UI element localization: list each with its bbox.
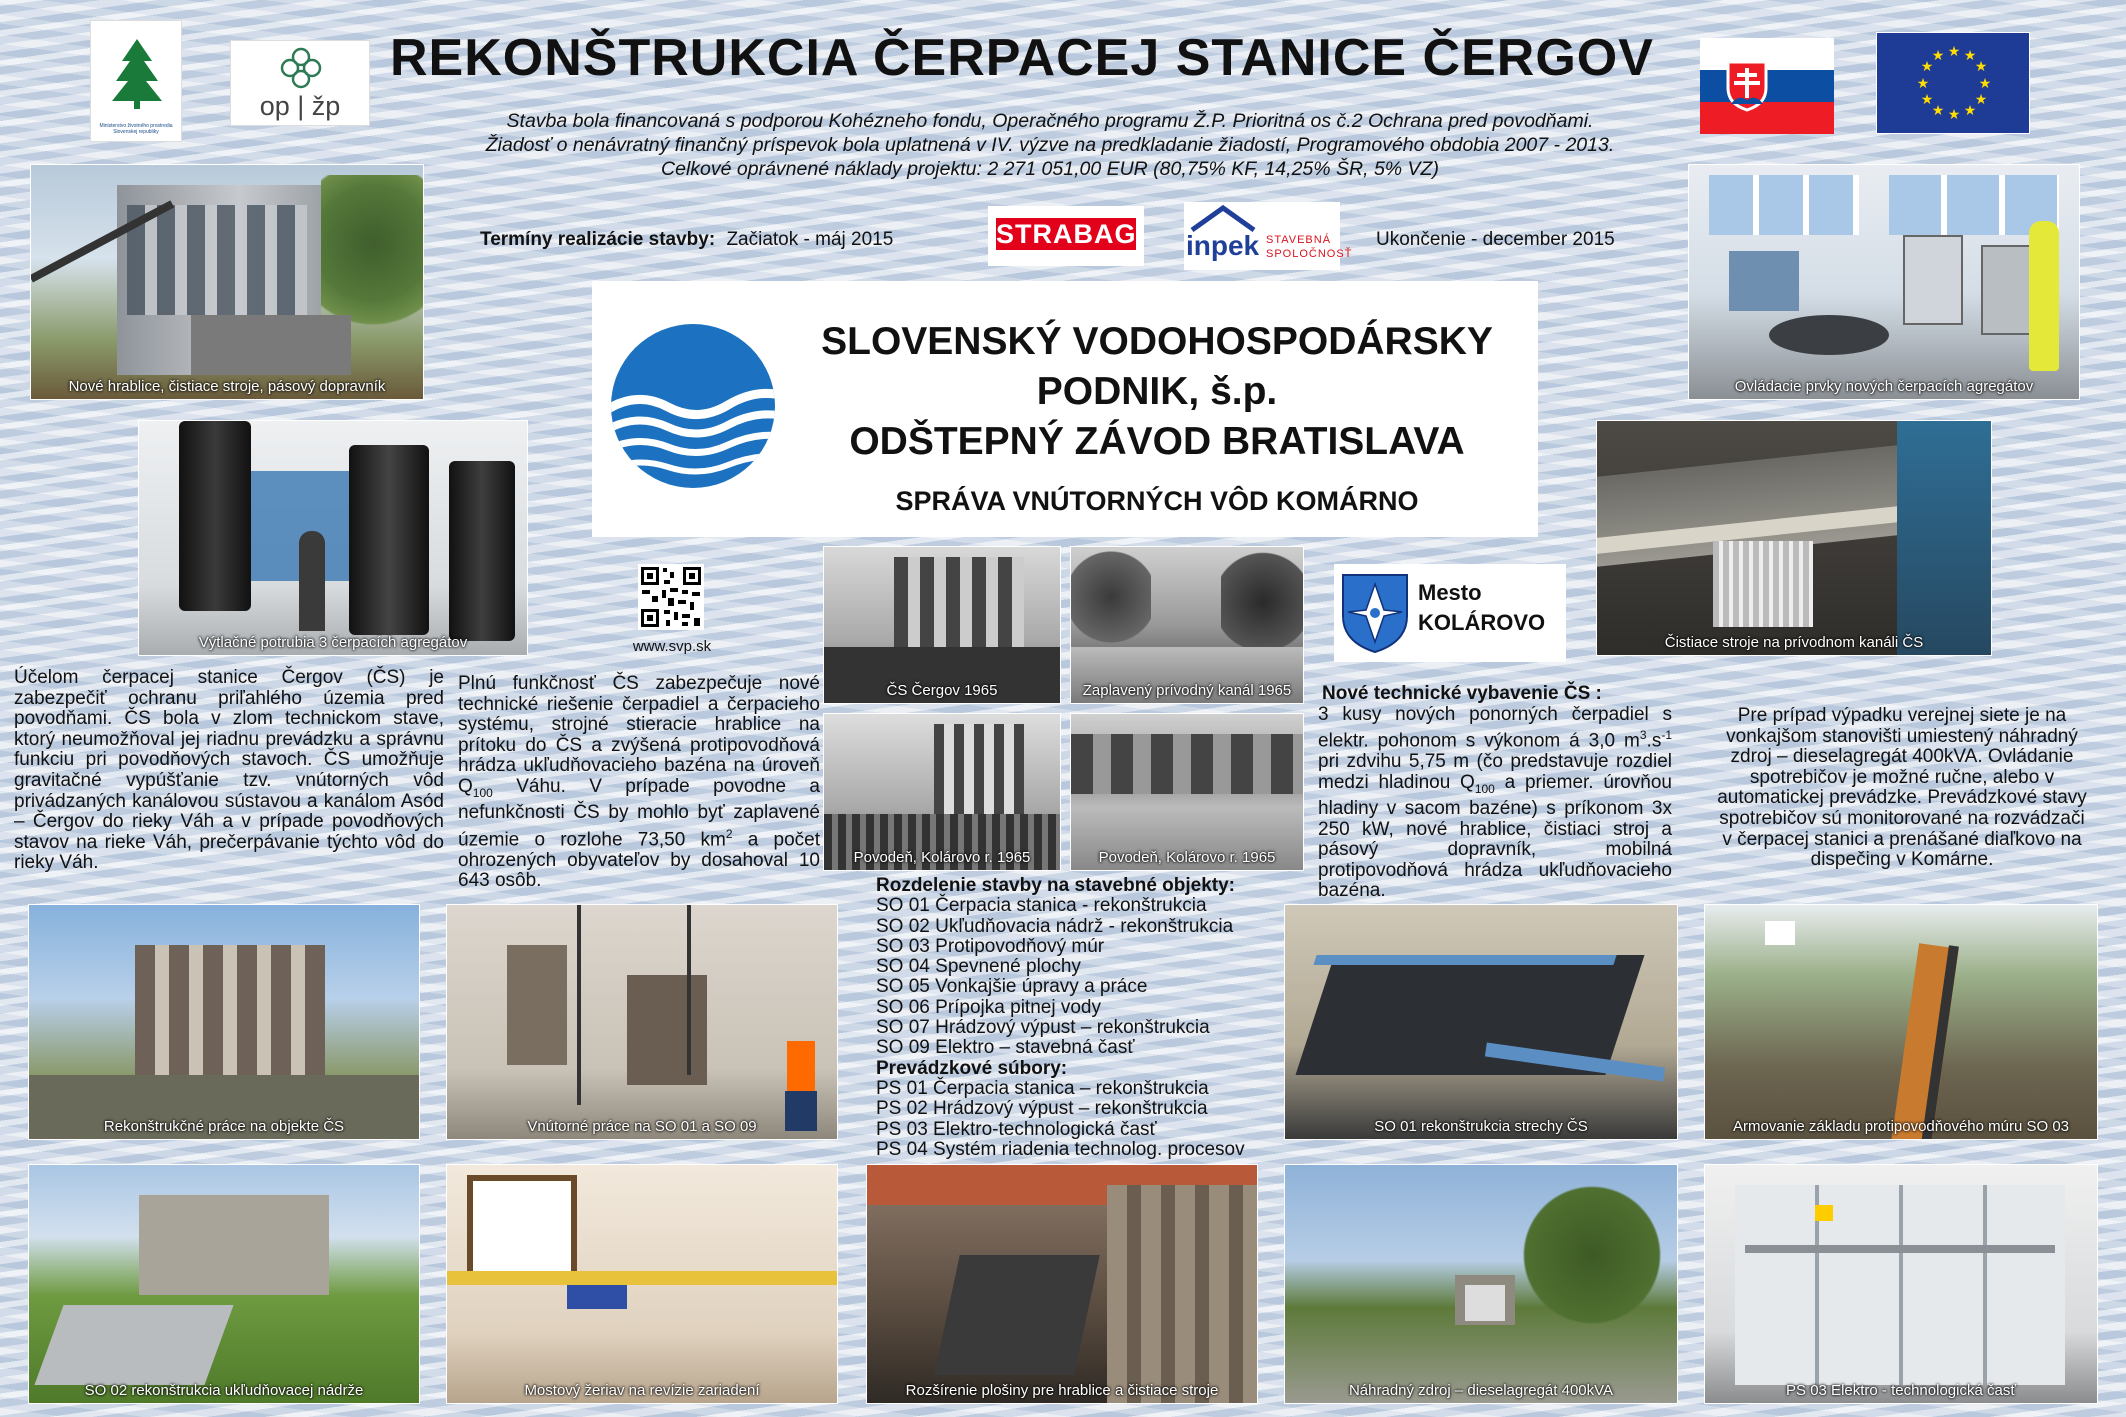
- inpek-sub1: STAVEBNÁ: [1266, 234, 1332, 246]
- coat-of-arms-icon: [1726, 60, 1768, 112]
- km2-sup: 2: [725, 826, 733, 841]
- photo-caption: Mostový žeriav na revízie zariadení: [524, 1382, 760, 1399]
- photo-caption: Ovládacie prvky nových čerpacích agregátov: [1734, 378, 2034, 395]
- objects-list: [876, 876, 1245, 1160]
- page-title: REKONŠTRUKCIA ČERPACEJ STANICE ČERGOV: [390, 29, 1654, 87]
- slovak-flag: [1700, 38, 1834, 134]
- backup-power-text: Pre prípad výpadku verejnej siete je na vonkajšom stanovišti umiestený náhradný zdroj – dieselagregát 400kVA. Ovládanie spotrebičov je možné ručne, alebo v automatickej prevádzke. Prevádzkové stavy spotrebičov sú monitorované na rozvádzači v čerpacej stanici a prenášané diaľkovo na dispečing v Komárne.: [1717, 705, 2087, 871]
- svg-text:★: ★: [1974, 92, 1988, 108]
- photo-caption: Povodeň, Kolárovo r. 1965: [1098, 849, 1276, 866]
- kolarovo-crest-icon: [1340, 572, 1410, 654]
- funding-line: Celkové oprávnené náklady projektu: 2 271 051,00 EUR (80,75% KF, 14,25% ŠR, 5% VZ): [661, 158, 1439, 180]
- photo-caption: Zaplavený prívodný kanál 1965: [1082, 682, 1292, 699]
- photo-caption: Armovanie základu protipovodňového múru SO 03: [1732, 1118, 2070, 1135]
- photo-caption: Rozšírenie plošiny pre hrablice a čistiace stroje: [905, 1382, 1219, 1399]
- object-item: SO 06 Prípojka pitnej vody: [876, 996, 1101, 1018]
- tree-icon: [92, 35, 182, 115]
- terms-label: Termíny realizácie stavby:: [480, 229, 716, 250]
- eu-stars-icon: [1877, 33, 2031, 135]
- functionality-text: [458, 674, 820, 892]
- svp-line4: SPRÁVA VNÚTORNÝCH VÔD KOMÁRNO: [895, 486, 1419, 516]
- strabag-logo: [988, 206, 1144, 266]
- photo-caption: SO 02 rekonštrukcia ukľudňovacej nádrže: [84, 1382, 364, 1399]
- objects-heading: Rozdelenie stavby na stavebné objekty:: [876, 875, 1236, 896]
- object-item: SO 04 Spevnené plochy: [876, 956, 1081, 978]
- ps-item: PS 01 Čerpacia stanica – rekonštrukcia: [876, 1077, 1209, 1099]
- svg-text:★: ★: [1963, 103, 1977, 119]
- ministry-logo-text: Ministerstvo životného prostredia Slovenskej republiky: [99, 123, 173, 135]
- tech-equipment-text: [1318, 684, 1672, 902]
- svp-heading: [787, 317, 1527, 467]
- photo-historic-flood-1: [823, 713, 1061, 871]
- opzp-logo: [230, 40, 370, 126]
- photo-caption: Rekonštrukčné práce na objekte ČS: [103, 1118, 345, 1135]
- svp-line3: ODŠTEPNÝ ZÁVOD BRATISLAVA: [849, 420, 1465, 463]
- eu-flag: [1876, 32, 2030, 134]
- object-item: SO 09 Elektro – stavebná časť: [876, 1037, 1135, 1059]
- photo-reconstruction-cs: [28, 904, 420, 1140]
- photo-interior-works: [446, 904, 838, 1140]
- ps-item: PS 03 Elektro-technologická časť: [876, 1118, 1157, 1140]
- inpek-text: inpek: [1186, 230, 1260, 261]
- tech-heading: Nové technické vybavenie ČS :: [1322, 683, 1602, 704]
- kolarovo-logo: [1334, 564, 1566, 662]
- q100-sub: 100: [472, 785, 493, 800]
- svg-text:★: ★: [1978, 76, 1992, 92]
- photo-cleaning-machines: [1596, 420, 1992, 656]
- photo-tank-reconstruction: [28, 1164, 420, 1404]
- photo-caption: Nové hrablice, čistiace stroje, pásový dopravník: [68, 378, 386, 395]
- photo-caption: Výtlačné potrubia 3 čerpacích agregátov: [198, 634, 468, 651]
- svp-line2: PODNIK, š.p.: [1036, 370, 1278, 413]
- kolarovo-line1: Mesto: [1418, 580, 1482, 605]
- photo-control-elements: [1688, 164, 2080, 400]
- object-item: SO 07 Hrádzový výpust – rekonštrukcia: [876, 1017, 1210, 1039]
- photo-electro-tech: [1704, 1164, 2098, 1404]
- svg-text:★: ★: [1963, 48, 1977, 64]
- tech-text-c: a priemer. úrovňou hladiny v sacom bazéne) s príkonom 3x 250 kW, nové hrablice, čistiaci stroj a pásový dopravník, mobilná protipovodňová hrádza ukľudňovacieho bazéna.: [1318, 771, 1672, 902]
- clover-icon: [276, 47, 326, 89]
- svg-text:★: ★: [1947, 44, 1961, 60]
- photo-caption: Čistiace stroje na prívodnom kanáli ČS: [1664, 634, 1924, 651]
- funding-line: Stavba bola financovaná s podporou Kohézneho fondu, Operačného programu Ž.P. Prioritná os č.2 Ochrana pred povodňami.: [506, 110, 1594, 132]
- photo-caption: Náhradný zdroj – dieselagregát 400kVA: [1348, 1382, 1614, 1399]
- functionality-text-b: Váhu. V prípade povodne a nefunkčnosti ČS by mohlo byť zaplavené územie o rozlohe 73,50 km: [458, 775, 820, 851]
- photo-historic-flood-2: [1070, 713, 1304, 871]
- svg-text:★: ★: [1974, 59, 1988, 75]
- strabag-text: STRABAG: [996, 219, 1137, 249]
- functionality-text-c: a počet ohrozených obyvateľov by dosahoval 10 643 osôb.: [458, 829, 820, 892]
- terms-end: Ukončenie - december 2015: [1376, 229, 1615, 250]
- photo-new-rakes: [30, 164, 424, 400]
- m3-sup: 3: [1639, 728, 1647, 743]
- photo-caption: PS 03 Elektro - technologická časť: [1786, 1382, 2016, 1399]
- svp-url: www.svp.sk: [632, 638, 712, 655]
- svp-box: [592, 281, 1538, 537]
- q100-sub: 100: [1474, 781, 1495, 796]
- svg-text:★: ★: [1947, 107, 1961, 123]
- photo-caption: ČS Čergov 1965: [886, 682, 998, 699]
- object-item: SO 05 Vonkajšie úpravy a práce: [876, 976, 1148, 998]
- ps-heading: Prevádzkové súbory:: [876, 1057, 1068, 1079]
- svp-wave-logo: [608, 321, 778, 491]
- functionality-text-a: Plnú funkčnosť ČS zabezpečuje nové technické riešenie čerpadiel a čerpacieho systému, strojné stieracie hrablice na prítoku do ČS a zvýšená protipovodňová hrádza ukľudňovacieho bazéna na úroveň Q: [458, 673, 820, 797]
- funding-line: Žiadosť o nenávratný finančný príspevok bola uplatnená v IV. výzve na predkladanie žiadostí, Programového obdobia 2007 - 2013.: [485, 134, 1615, 156]
- s-sup: -1: [1661, 728, 1672, 743]
- photo-backup-generator: [1284, 1164, 1678, 1404]
- object-item: SO 03 Protipovodňový múr: [876, 935, 1105, 957]
- photo-caption: Vnútorné práce na SO 01 a SO 09: [527, 1118, 757, 1135]
- photo-wall-reinforcement: [1704, 904, 2098, 1140]
- qr-code: [638, 564, 704, 630]
- inpek-sub2: SPOLOČNOSŤ: [1266, 248, 1353, 260]
- photo-bridge-crane: [446, 1164, 838, 1404]
- svg-text:★: ★: [1931, 48, 1945, 64]
- terms-start: [480, 229, 893, 251]
- photo-caption: SO 01 rekonštrukcia strechy ČS: [1374, 1118, 1588, 1135]
- ministry-logo: [90, 20, 182, 142]
- funding-text: [380, 109, 1720, 181]
- svg-text:★: ★: [1920, 92, 1934, 108]
- object-item: SO 01 Čerpacia stanica - rekonštrukcia: [876, 895, 1207, 917]
- svg-text:★: ★: [1931, 103, 1945, 119]
- ps-item: PS 04 Systém riadenia technolog. procesov: [876, 1138, 1245, 1160]
- svg-text:★: ★: [1920, 59, 1934, 75]
- photo-discharge-pipes: [138, 420, 528, 656]
- photo-historic-station: [823, 546, 1061, 704]
- photo-roof-reconstruction: [1284, 904, 1678, 1140]
- tech-text-b: pri zdvihu 5,75 m (čo predstavuje rozdiel medzi hladinou Q: [1318, 751, 1672, 793]
- object-item: SO 02 Ukľudňovacia nádrž - rekonštrukcia: [876, 915, 1234, 937]
- svg-text:★: ★: [1916, 76, 1930, 92]
- house-icon: [1188, 204, 1258, 232]
- opzp-logo-text: op | žp: [259, 91, 341, 121]
- photo-caption: Povodeň, Kolárovo r. 1965: [853, 849, 1031, 866]
- tech-text-a: 3 kusy nových ponorných čerpadiel s elektr. pohonom s výkonom á 3,0 m: [1318, 703, 1672, 752]
- kolarovo-line2: KOLÁROVO: [1418, 610, 1546, 635]
- photo-historic-flood-canal: [1070, 546, 1304, 704]
- tech-text-a2: .s: [1646, 730, 1662, 752]
- inpek-logo: [1184, 202, 1353, 270]
- photo-platform-extension: [866, 1164, 1258, 1404]
- purpose-text: Účelom čerpacej stanice Čergov (ČS) je zabezpečiť ochranu priľahlého územia pred povodňami. ČS bola v zlom technickom stave, ktorý neumožňoval jej riadnu prevádzku a správnu funkciu pri povodňových stavoch. ČS umožňuje gravitačné vypúšťanie tzv. vnútorných vôd privádzaných kanálovou sústavou a kanálom Asód – Čergov do rieky Váh a v prípade povodňových stavov na rieke Váh, prečerpávanie týchto vôd do rieky Váh.: [14, 667, 444, 874]
- svp-line1: SLOVENSKÝ VODOHOSPODÁRSKY: [821, 320, 1493, 363]
- ps-item: PS 02 Hrádzový výpust – rekonštrukcia: [876, 1098, 1208, 1120]
- terms-start-value: Začiatok - máj 2015: [726, 229, 894, 250]
